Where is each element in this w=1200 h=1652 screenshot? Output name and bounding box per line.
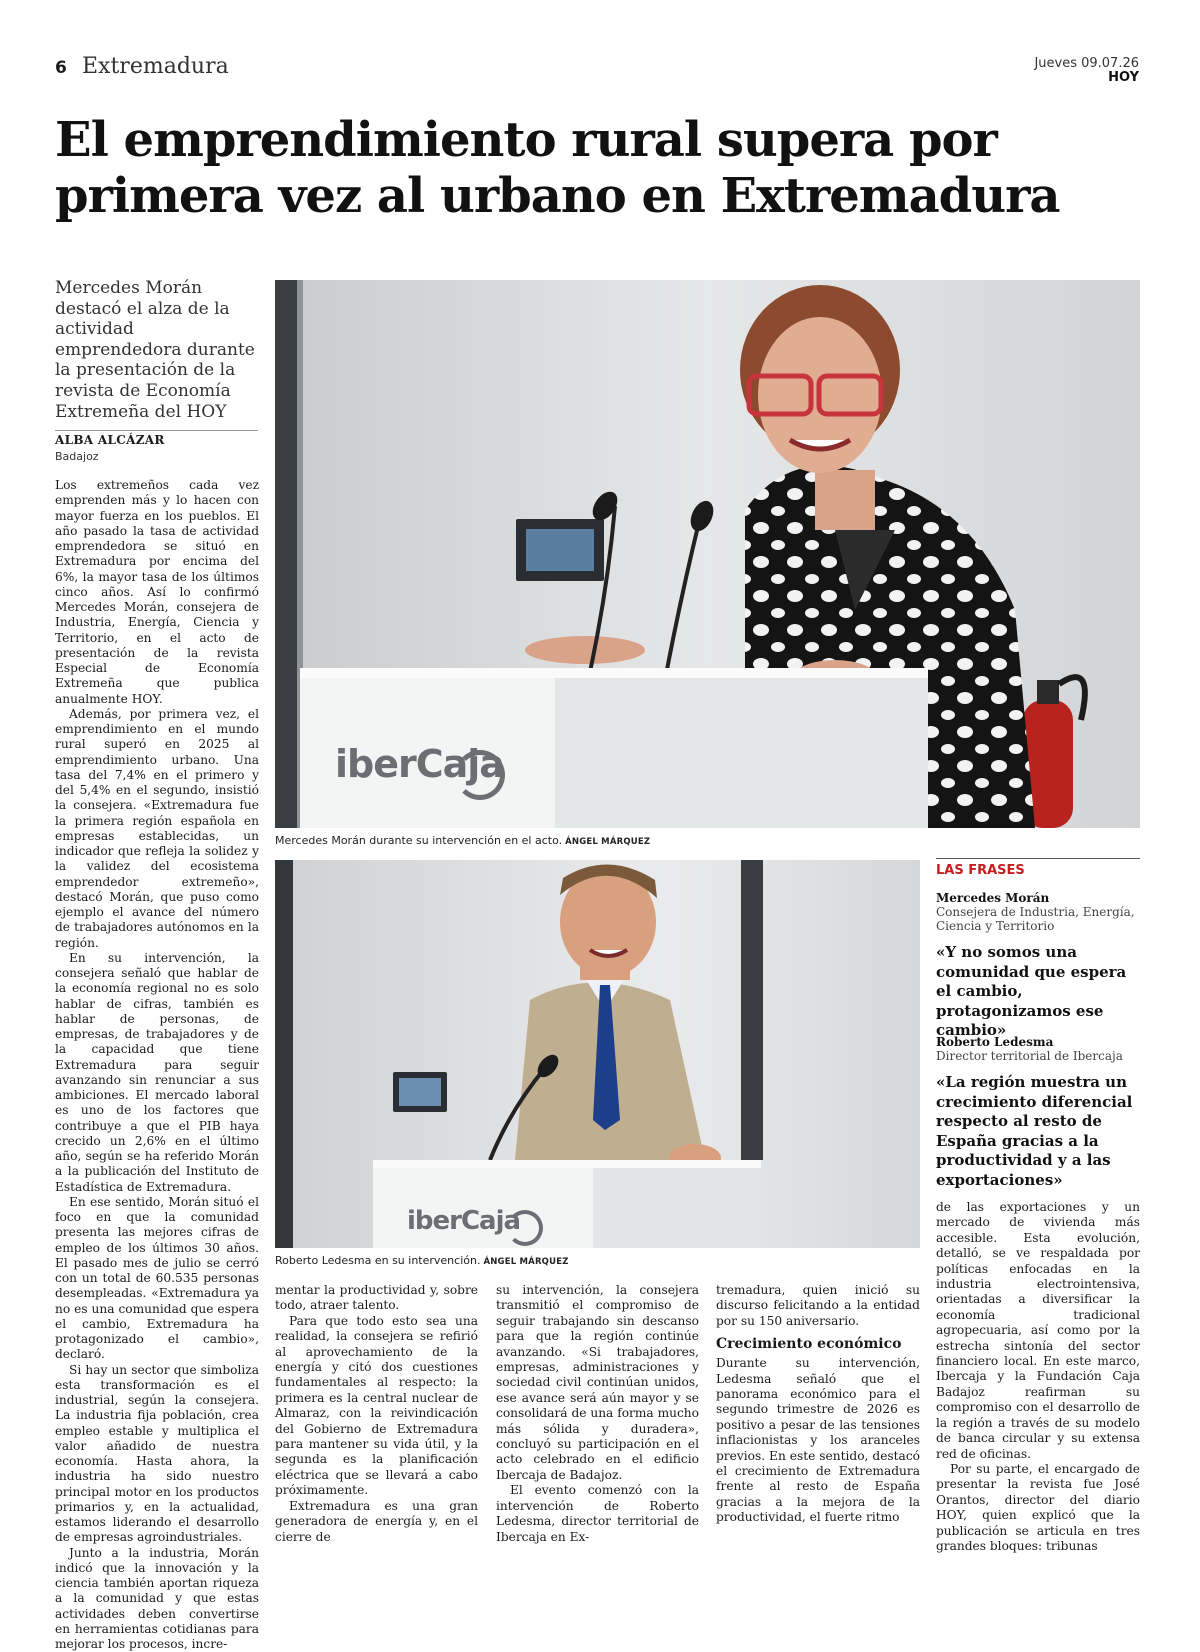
- paragraph: Por su parte, el encargado de presentar la revista fue José Orantos, director del diario HOY, quien explicó que la publicación se articula en tres grandes bloques: tribunas: [936, 1462, 1140, 1554]
- ibercaja-logo-mark-icon: [455, 750, 505, 800]
- section-name: Extremadura: [82, 54, 229, 79]
- photo-roberto-ledesma: [275, 860, 920, 1248]
- quote-speaker-role: Consejera de Industria, Energía, Ciencia y Territorio: [936, 905, 1140, 933]
- author-name: ALBA ALCÁZAR: [55, 433, 165, 447]
- body-column-1: [55, 478, 259, 1652]
- paragraph: Además, por primera vez, el emprendimiento en el mundo rural superó en 2025 al emprendimiento urbano. Una tasa del 7,4% en el primero y del 5,4% en el segundo, insistió la consejera. «Extremadura fue la primera región española en empresas establecidas, un indicador que refleja la solidez y la validez del ecosistema emprendedor extremeño», destacó Morán, que puso como ejemplo el avance del número de trabajadores autónomos en la región.: [55, 707, 259, 951]
- headline: [55, 112, 1145, 224]
- quote-speaker-name: Mercedes Morán: [936, 891, 1049, 905]
- photo-mercedes-moran: [275, 280, 1140, 828]
- paragraph: Extremadura es una gran generadora de energía y, en el cierre de: [275, 1499, 478, 1545]
- author-location: Badajoz: [55, 450, 99, 463]
- ibercaja-logo-mark-icon: [507, 1210, 543, 1246]
- quotes-rule: [936, 858, 1140, 859]
- ibercaja-logo: iberCaja: [407, 1206, 520, 1236]
- quotes-heading: LAS FRASES: [936, 863, 1025, 878]
- headline-line-2: primera vez al urbano en Extremadura: [55, 168, 1060, 224]
- body-column-2: [275, 1283, 478, 1545]
- caption-text: Roberto Ledesma en su intervención.: [275, 1254, 480, 1267]
- ibercaja-logo: iberCaja: [335, 742, 504, 786]
- pull-quote: «La región muestra un crecimiento diferencial respecto al resto de España gracias a la productividad y a las exportaciones»: [936, 1073, 1140, 1190]
- paragraph: En ese sentido, Morán situó el foco en que la comunidad presenta las mejores cifras de empleo de los últimos 30 años. El pasado mes de julio se cerró con un total de 60.535 personas desempleadas. «Extremadura ya no es una comunidad que espera el cambio, Extremadura ha protagonizado el cambio», declaró.: [55, 1195, 259, 1363]
- quote-speaker-role: Director territorial de Ibercaja: [936, 1049, 1140, 1063]
- body-column-5: [936, 1200, 1140, 1554]
- photo-credit: ÁNGEL MÁRQUEZ: [565, 837, 650, 847]
- paragraph: Si hay un sector que simboliza esta transformación es el industrial, según la consejera. La industria fija población, crea empleo estable y multiplica el valor añadido de nuestra economía. Hasta ahora, la industria ha sido nuestro principal motor en los productos primarios y, en la actualidad, estamos liderando el desarrollo de empresas agroindustriales.: [55, 1363, 259, 1546]
- paragraph: mentar la productividad y, sobre todo, atraer talento.: [275, 1283, 478, 1314]
- pull-quote: «Y no somos una comunidad que espera el cambio, protagonizamos ese cambio»: [936, 943, 1140, 1041]
- subheading: Crecimiento económico: [716, 1335, 920, 1353]
- paragraph: El evento comenzó con la intervención de Roberto Ledesma, director territorial de Ibercaja en Ex-: [496, 1483, 699, 1545]
- quote-speaker-name: Roberto Ledesma: [936, 1035, 1053, 1049]
- page-number: 6: [55, 58, 67, 78]
- body-column-4: [716, 1283, 920, 1526]
- paragraph: Durante su intervención, Ledesma señaló que el panorama económico para el segundo trimestre de 2026 es positivo a pesar de las tensiones inflacionistas y los aranceles previos. En este sentido, destacó el crecimiento de Extremadura frente al resto de España gracias a la mejora de la productividad, el fuerte ritmo: [716, 1356, 920, 1525]
- headline-line-1: El emprendimiento rural supera por: [55, 112, 997, 168]
- publication-name: HOY: [1108, 70, 1139, 85]
- article-deck: Mercedes Morán destacó el alza de la actividad emprendedora durante la presentación de la revista de Economía Extremeña del HOY: [55, 278, 260, 422]
- paragraph: tremadura, quien inició su discurso felicitando a la entidad por su 150 aniversario.: [716, 1283, 920, 1329]
- caption-text: Mercedes Morán durante su intervención en el acto.: [275, 834, 562, 847]
- photo-credit: ÁNGEL MÁRQUEZ: [483, 1257, 568, 1267]
- photo-caption-bottom: [275, 1254, 569, 1267]
- paragraph: su intervención, la consejera transmitió el compromiso de seguir trabajando sin descanso para que la región continúe avanzando. «Si trabajadores, empresas, administraciones y sociedad civil continúan unidos, ese avance será aún mayor y se consolidará de una forma mucho más sólida y duradera», concluyó su participación en el acto celebrado en el edificio Ibercaja de Badajoz.: [496, 1283, 699, 1483]
- paragraph: Los extremeños cada vez emprenden más y lo hacen con mayor fuerza en los pueblos. El año pasado la tasa de actividad emprendedora se situó en Extremadura por encima del 6%, la mayor tasa de los últimos cinco años. Así lo confirmó Mercedes Morán, consejera de Industria, Energía, Ciencia y Territorio, en el acto de presentación de la revista Especial de Economía Extremeña que publica anualmente HOY.: [55, 478, 259, 707]
- body-column-3: [496, 1283, 699, 1545]
- byline-rule: [55, 430, 258, 431]
- paragraph: En su intervención, la consejera señaló que hablar de la economía regional no es solo hablar de cifras, también es hablar de personas, de empresas, de trabajadores y de la capacidad que tiene Extremadura para seguir avanzando sin renunciar a sus ambiciones. El mercado laboral es uno de los factores que contribuye a que el PIB haya crecido un 2,6% en el último año, según se ha referido Morán a la publicación del Instituto de Estadística de Extremadura.: [55, 951, 259, 1195]
- person-at-lectern-photo-icon: [275, 860, 920, 1248]
- paragraph: de las exportaciones y un mercado de vivienda más accesible. Esta evolución, detalló, se ve respaldada por políticas enfocadas en la industria electrointensiva, orientadas a diversificar la economía tradicional agropecuaria, así como por la estrecha sintonía del sector financiero local. En este marco, Ibercaja y la Fundación Caja Badajoz reafirman su compromiso con el desarrollo de la región a través de su modelo de banca circular y su extensa red de oficinas.: [936, 1200, 1140, 1462]
- paragraph: Para que todo esto sea una realidad, la consejera se refirió al aprovechamiento de la energía y citó dos cuestiones fundamentales al respecto: la primera es la central nuclear de Almaraz, con la reivindicación del Gobierno de Extremadura para mantener su vida útil, y la segunda es la planificación eléctrica que se llevará a cabo próximamente.: [275, 1314, 478, 1499]
- photo-caption-top: [275, 834, 650, 847]
- issue-date: Jueves 09.07.26: [1034, 56, 1139, 71]
- paragraph: Junto a la industria, Morán indicó que la innovación y la ciencia también aportan riqueza a la comunidad y que estas actividades deben convertirse en herramientas cotidianas para mejorar los procesos, incre-: [55, 1546, 259, 1652]
